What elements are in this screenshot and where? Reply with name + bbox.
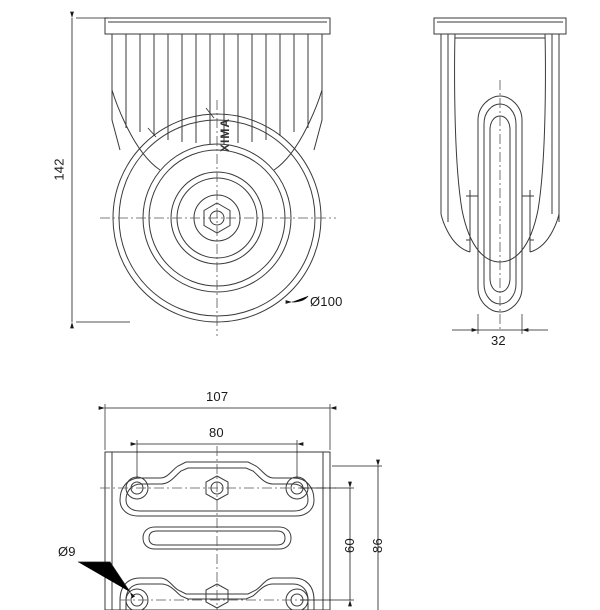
front-view-geometry — [105, 18, 330, 322]
dim-label-bolt-hole-diameter: Ø9 — [58, 544, 76, 559]
dim-label-wheel-diameter: Ø100 — [310, 294, 343, 309]
top-view-geometry — [105, 452, 330, 610]
dim-label-overall-height: 142 — [51, 158, 67, 181]
dim-overall-height — [72, 18, 130, 322]
brand-mark: XIMA — [218, 118, 232, 152]
dim-label-bolt-hole-spacing-y: 60 — [341, 538, 357, 553]
dim-bolt-hole-diameter — [78, 562, 130, 592]
dim-label-plate-length: 107 — [206, 389, 229, 404]
dim-wheel-diameter — [292, 296, 308, 302]
dim-label-tread-width: 32 — [491, 333, 506, 348]
dim-label-plate-width: 86 — [369, 538, 385, 553]
dim-label-bolt-hole-spacing-x: 80 — [209, 425, 224, 440]
